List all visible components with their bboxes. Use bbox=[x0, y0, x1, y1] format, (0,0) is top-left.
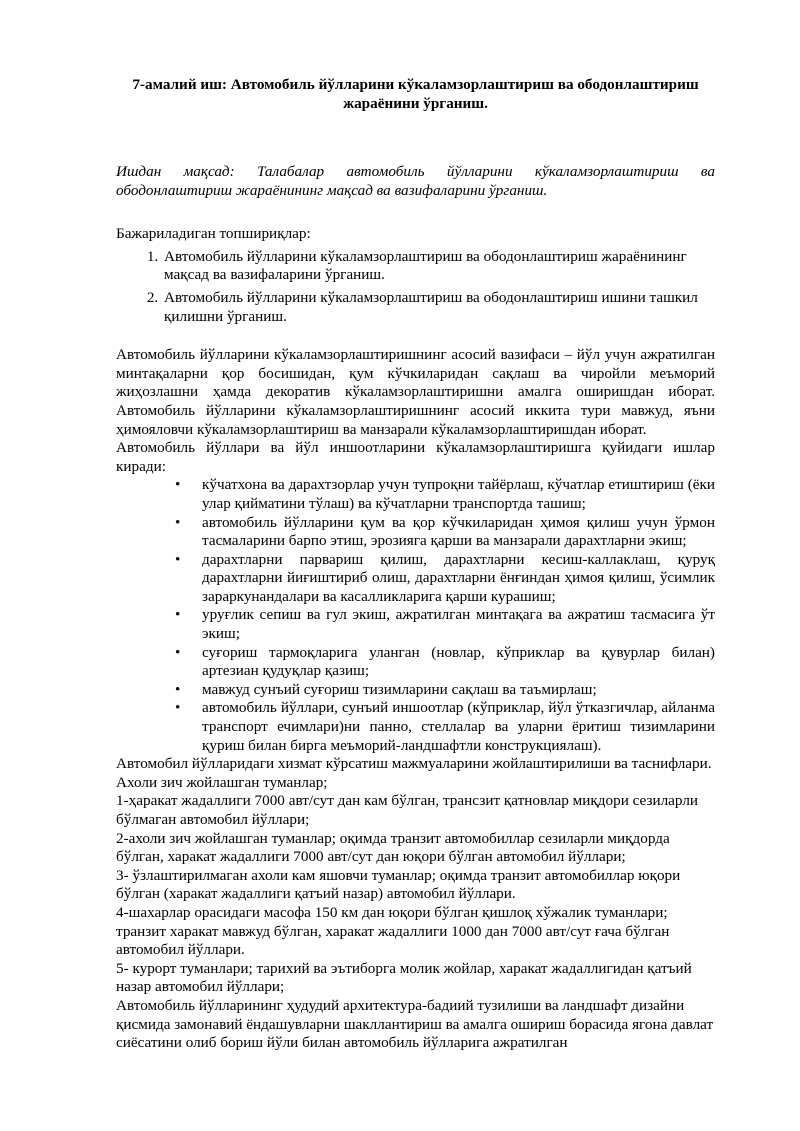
work-item-text: уруғлик сепиш ва гул экиш, ажратилган минтақага ва ажратиш тасмасига ўт экиш; bbox=[202, 606, 715, 643]
bullet-icon: • bbox=[175, 606, 181, 624]
closing-line: 5- курорт туманлари; тарихий ва эътиборга молик жойлар, харакат жадаллигидан қатъий назар автомобил йўллари; bbox=[116, 959, 692, 996]
closing-line: Ахоли зич жойлашган туманлар; bbox=[116, 773, 328, 791]
bullet-icon: • bbox=[175, 550, 181, 568]
work-item bbox=[175, 550, 715, 607]
closing-line: Автомобил йўлларидаги хизмат кўрсатиш мажмуаларини жойлаштирилиши ва таснифлари. bbox=[116, 755, 712, 773]
closing-line: 2-ахоли зич жойлашган туманлар; оқимда транзит автомобиллар сезиларли миқдорда бўлган, харакат жадаллиги 7000 авт/сут дан юқори бўлган автомобил йўллари; bbox=[116, 829, 670, 866]
work-item bbox=[175, 606, 715, 643]
bullet-icon: • bbox=[175, 680, 181, 698]
bullet-icon: • bbox=[175, 643, 181, 661]
work-item bbox=[175, 699, 715, 755]
work-item bbox=[175, 513, 715, 551]
bullet-icon: • bbox=[175, 476, 181, 494]
work-item-text: автомобиль йўлларини қум ва қор кўчкиларидан ҳимоя қилиш учун ўрмон тасмаларини барпо этиш, эрозияга қарши ва манзарали дарахтларни экиш; bbox=[202, 513, 715, 550]
works-list bbox=[116, 476, 715, 755]
work-item bbox=[175, 643, 715, 681]
task-item: 2. Автомобиль йўлларини кўкаламзорлаштириш ва ободонлаштириш ишини ташкил қилишни ўрганиш. bbox=[162, 289, 715, 326]
document-title: 7-амалий иш: Автомобиль йўлларини кўкаламзорлаштириш ва ободонлаштириш жараёнини ўрганиш. bbox=[132, 76, 699, 112]
closing-line: 1-ҳаракат жадаллиги 7000 авт/сут дан кам бўлган, трансзит қатновлар миқдори сезиларли бўлмаган автомобил йўллари; bbox=[116, 792, 699, 828]
work-item bbox=[175, 680, 715, 700]
purpose-paragraph: Ишдан мақсад: Талабалар автомобиль йўлларини кўкаламзорлаштириш ва ободонлаштириш жараёнининг мақсад ва вазифаларини ўрганиш. bbox=[116, 163, 715, 199]
closing-section bbox=[116, 755, 715, 1053]
work-item bbox=[175, 476, 715, 513]
tasks-list bbox=[116, 248, 715, 326]
intro-paragraph: Автомобиль йўлларини кўкаламзорлаштиришнинг асосий вазифаси – йўл учун ажратилган минтақаларни қор босишидан, қум кўчкиларидан сақлаш ва чиройли меъморий жиҳозлашни ҳамда декоратив кўкаламзорлаштиришни амалга оширишдан иборат. Автомобиль йўлларини кўкаламзорлаштиришнинг асосий иккита тури мавжуд, яъни ҳимояловчи кўкаламзорлаштириш ва манзарали кўкаламзорлаштиришдан иборат. bbox=[116, 346, 715, 438]
work-item-text: дарахтларни парвариш қилиш, дарахтларни кесиш-каллаклаш, қуруқ дарахтларни йиғиштириб олиш, дарахтларни ёнғиндан ҳимоя қилиш, ўсимлик зараркунандалари ва касалликларига қарши курашиш; bbox=[202, 550, 715, 605]
work-item-text: кўчатхона ва дарахтзорлар учун тупроқни тайёрлаш, кўчатлар етиштириш (ёки улар қийматини тўлаш) ва кўчатларни транспортда ташиш; bbox=[202, 476, 715, 512]
work-item-text: автомобиль йўллари, сунъий иншоотлар (кўприклар, йўл ўтказгичлар, айланма транспорт ечимлари)ни панно, стеллалар ва уларни ёритиш тизимларини қуриш билан бирга меъморий-ландшафтли конструкциялаш). bbox=[202, 699, 715, 754]
task-item: 1. Автомобиль йўлларини кўкаламзорлаштириш ва ободонлаштириш жараёнининг мақсад ва вазифаларини ўрганиш. bbox=[162, 248, 715, 285]
tasks-heading: Бажариладиган топшириқлар: bbox=[116, 225, 311, 243]
closing-line: 3- ўзлаштирилмаган ахоли кам яшовчи туманлар; оқимда транзит автомобиллар юқори бўлган (харакат жадаллиги қатъий назар) автомобил йўллари. bbox=[116, 866, 681, 903]
work-item-text: суғориш тармоқларига уланган (новлар, кўприклар ва қувурлар билан) артезиан қудуқлар қазиш; bbox=[202, 643, 715, 680]
bullet-icon: • bbox=[175, 513, 181, 531]
closing-line: 4-шахарлар орасидаги масофа 150 км дан юқори бўлган қишлоқ хўжалик туманлари; транзит харакат мавжуд бўлган, харакат жадаллиги 1000 дан 7000 авт/сут ғача бўлган автомобил йўллари. bbox=[116, 903, 670, 959]
work-item-text: мавжуд сунъий суғориш тизимларини сақлаш ва таъмирлаш; bbox=[202, 680, 597, 698]
closing-line: Автомобиль йўлларининг ҳудудий архитектура-бадиий тузилиши ва ландшафт дизайни қисмида замонавий ёндашувларни шакллантириш ва амалга ошириш борасида ягона давлат сиёсатини олиб бориш йўли билан автомобиль йўлларига ажратилган bbox=[116, 996, 714, 1052]
works-intro: Автомобиль йўллари ва йўл иншоотларини кўкаламзорлаштиришга қуйидаги ишлар киради: bbox=[116, 439, 715, 475]
bullet-icon: • bbox=[175, 699, 181, 717]
